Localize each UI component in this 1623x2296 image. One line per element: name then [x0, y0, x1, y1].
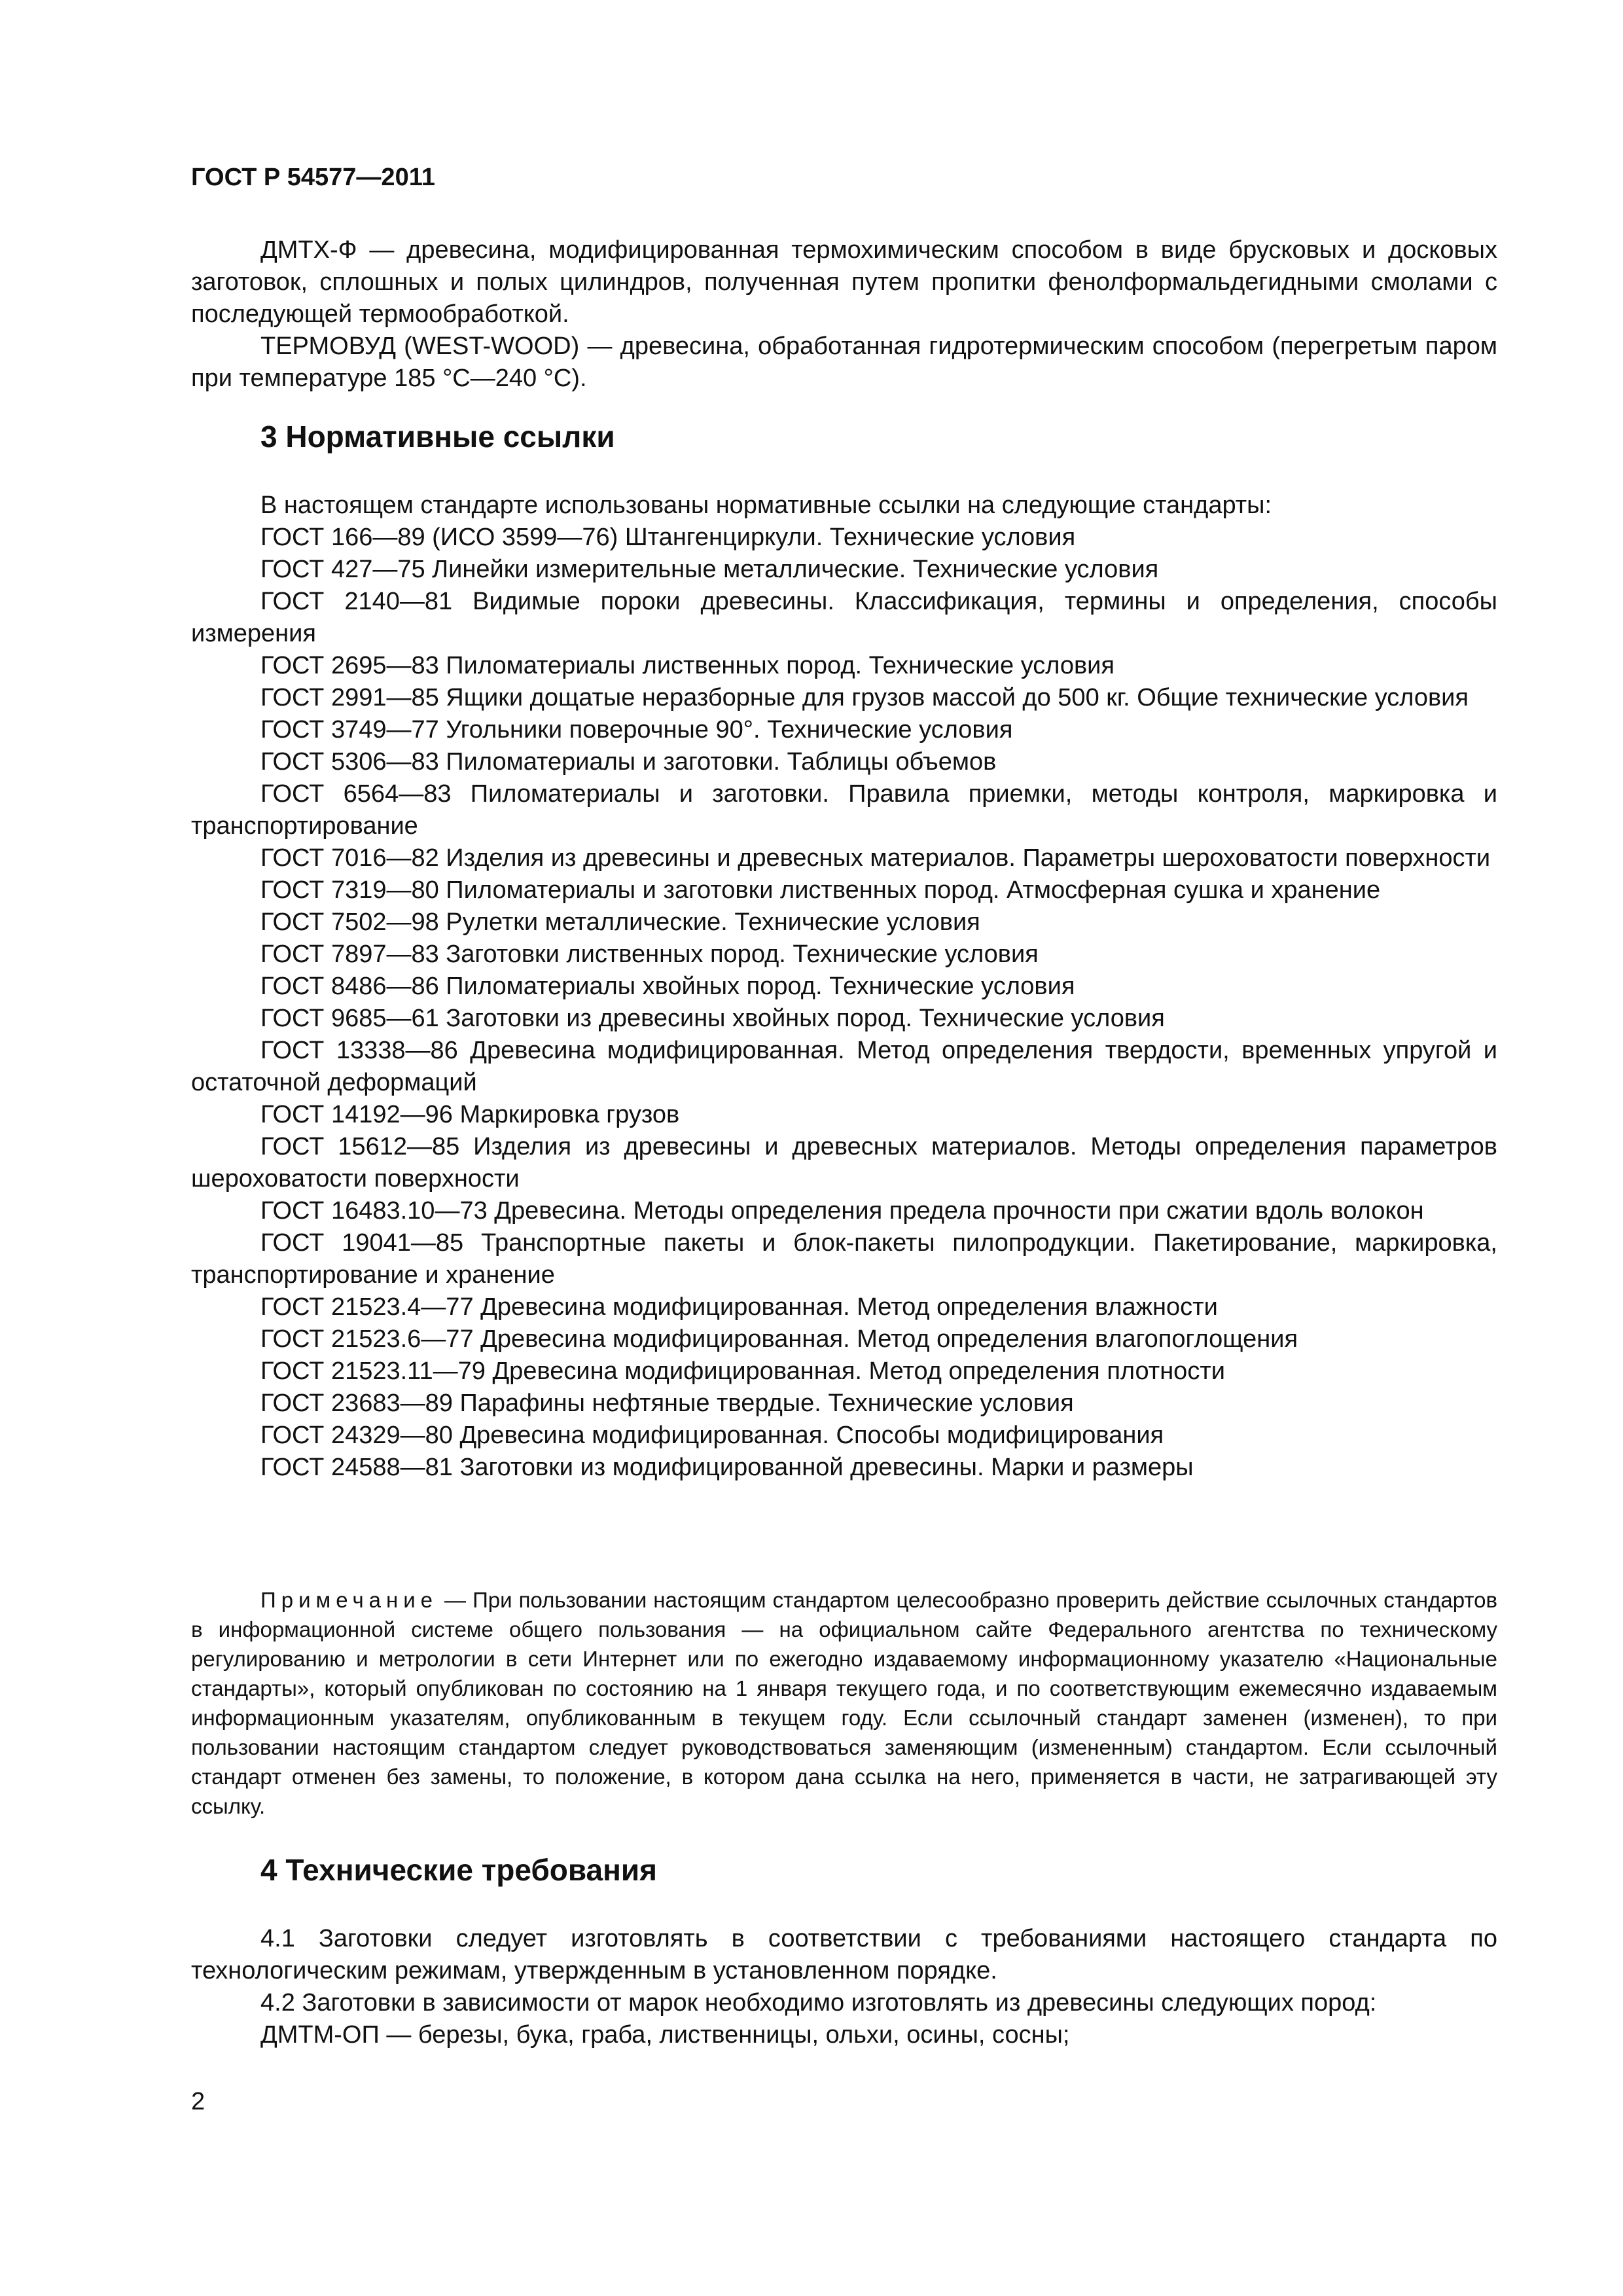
reference-item: ГОСТ 21523.11—79 Древесина модифицированная. Метод определения плотности — [260, 1357, 1225, 1385]
reference-item: ГОСТ 2991—85 Ящики дощатые неразборные для грузов массой до 500 кг. Общие технические условия — [260, 684, 1469, 711]
reference-item: ГОСТ 16483.10—73 Древесина. Методы определения предела прочности при сжатии вдоль волокон — [260, 1197, 1424, 1225]
reference-item: ГОСТ 6564—83 Пиломатериалы и заготовки. Правила приемки, методы контроля, маркировка и транспортирование — [191, 780, 1497, 840]
reference-item: ГОСТ 7319—80 Пиломатериалы и заготовки лиственных пород. Атмосферная сушка и хранение — [260, 876, 1381, 904]
reference-item: ГОСТ 7502—98 Рулетки металлические. Технические условия — [260, 908, 980, 936]
reference-item: ГОСТ 5306—83 Пиломатериалы и заготовки. Таблицы объемов — [260, 748, 997, 776]
section-3 — [191, 419, 1497, 454]
reference-item: ГОСТ 23683—89 Парафины нефтяные твердые. Технические условия — [260, 1390, 1074, 1417]
reference-item: ГОСТ 7016—82 Изделия из древесины и древесных материалов. Параметры шероховатости поверхности — [260, 844, 1491, 872]
reference-item: ГОСТ 14192—96 Маркировка грузов — [260, 1101, 680, 1128]
reference-item: ГОСТ 13338—86 Древесина модифицированная. Метод определения твердости, временных упругой и остаточной деформаций — [191, 1037, 1497, 1096]
reference-item: ГОСТ 15612—85 Изделия из древесины и древесных материалов. Методы определения параметров шероховатости поверхности — [191, 1133, 1497, 1193]
note-block — [191, 1585, 1497, 1821]
reference-item: ГОСТ 21523.4—77 Древесина модифицированная. Метод определения влажности — [260, 1293, 1218, 1321]
references-list — [191, 490, 1497, 1484]
note-text: — При пользовании настоящим стандартом целесообразно проверить действие ссылочных стандартов в информационной системе общего пользования — на официальном сайте Федерального агентства по техническому регулированию и метрологии в сети Интернет или по ежегодно издаваемому информационному указателю «Национальные стандарты», который опубликован по состоянию на 1 января текущего года, и по соответствующим ежемесячно издаваемым информационным указателям, опубликованным в текущем году. Если ссылочный стандарт заменен (изменен), то при пользовании настоящим стандартом следует руководствоваться заменяющим (измененным) стандартом. Если ссылочный стандарт отменен без замены, то положение, в котором дана ссылка на него, применяется в части, не затрагивающей эту ссылку. — [191, 1588, 1497, 1818]
reference-item: ГОСТ 24588—81 Заготовки из модифицированной древесины. Марки и размеры — [260, 1454, 1194, 1481]
reference-item: ГОСТ 24329—80 Древесина модифицированная. Способы модифицирования — [260, 1422, 1164, 1449]
definition-thermowood: ТЕРМОВУД (WEST-WOOD) — древесина, обработанная гидротермическим способом (перегретым паром при температуре 185 °С—240 °С). — [191, 332, 1497, 392]
reference-item: ГОСТ 8486—86 Пиломатериалы хвойных пород. Технические условия — [260, 973, 1075, 1000]
definition-dmtx-f: ДМТХ-Ф — древесина, модифицированная термохимическим способом в виде брусковых и досковых заготовок, сплошных и полых цилиндров, полученная путем пропитки фенолформальдегидными смолами с последующей термообработкой. — [191, 236, 1497, 328]
section-4 — [191, 1852, 1497, 1888]
page-number: 2 — [191, 2088, 205, 2115]
references-intro: В настоящем стандарте использованы нормативные ссылки на следующие стандарты: — [260, 492, 1272, 519]
reference-item: ГОСТ 19041—85 Транспортные пакеты и блок-пакеты пилопродукции. Пакетирование, маркировка, транспортирование и хранение — [191, 1229, 1497, 1289]
section-4-title: 4 Технические требования — [260, 1853, 657, 1887]
clause-4-2-item: ДМТМ-ОП — березы, бука, граба, лиственницы, ольхи, осины, сосны; — [260, 2021, 1070, 2049]
reference-item: ГОСТ 2140—81 Видимые пороки древесины. Классификация, термины и определения, способы измерения — [191, 588, 1497, 647]
note-paragraph — [191, 1585, 1497, 1821]
clause-4-1: 4.1 Заготовки следует изготовлять в соответствии с требованиями настоящего стандарта по технологическим режимам, утвержденным в установленном порядке. — [191, 1925, 1497, 1984]
reference-item: ГОСТ 2695—83 Пиломатериалы лиственных пород. Технические условия — [260, 652, 1115, 679]
reference-item: ГОСТ 3749—77 Угольники поверочные 90°. Технические условия — [260, 716, 1013, 744]
reference-item: ГОСТ 9685—61 Заготовки из древесины хвойных пород. Технические условия — [260, 1005, 1165, 1032]
reference-item: ГОСТ 166—89 (ИСО 3599—76) Штангенциркули. Технические условия — [260, 524, 1076, 551]
reference-item: ГОСТ 427—75 Линейки измерительные металлические. Технические условия — [260, 556, 1159, 583]
clause-4-2: 4.2 Заготовки в зависимости от марок необходимо изготовлять из древесины следующих пород: — [260, 1989, 1377, 2017]
reference-item: ГОСТ 21523.6—77 Древесина модифицированная. Метод определения влагопоглощения — [260, 1325, 1298, 1353]
section-4-body — [191, 1923, 1497, 2051]
section-3-title: 3 Нормативные ссылки — [260, 420, 615, 454]
definitions-block — [191, 234, 1497, 395]
reference-item: ГОСТ 7897—83 Заготовки лиственных пород. Технические условия — [260, 941, 1039, 968]
note-label: Примечание — [260, 1588, 438, 1612]
document-code-header: ГОСТ Р 54577—2011 — [191, 164, 435, 191]
